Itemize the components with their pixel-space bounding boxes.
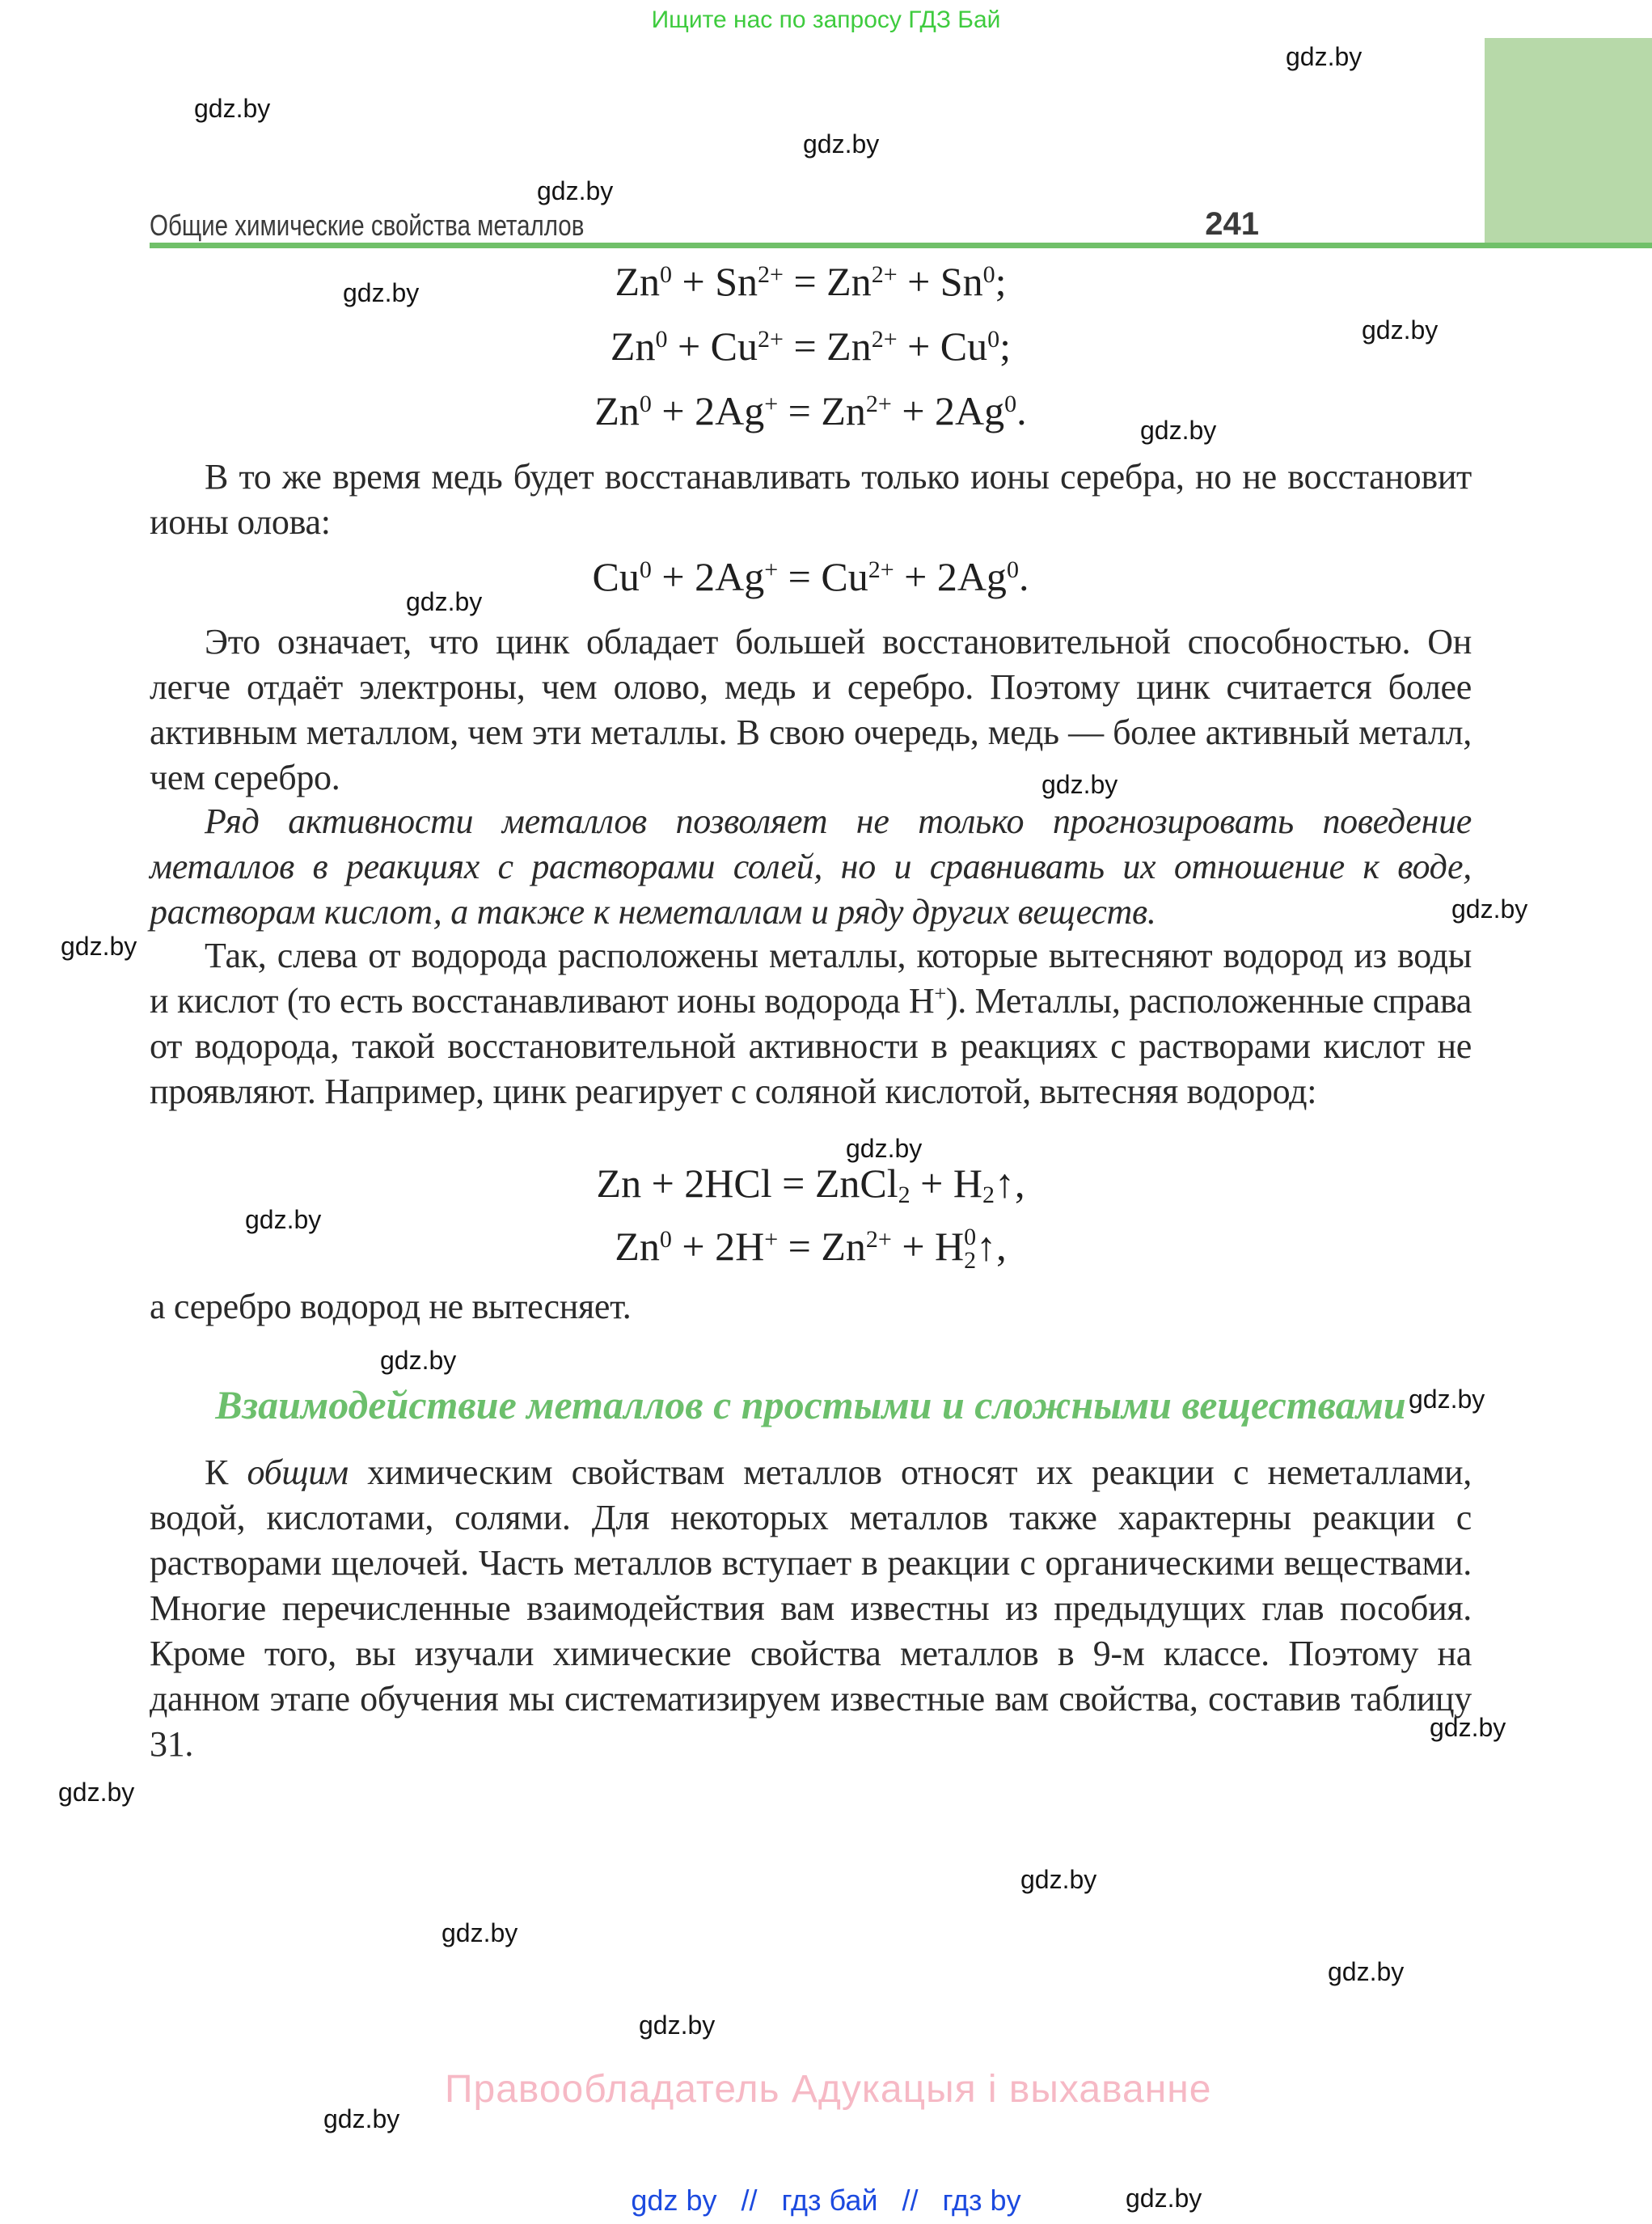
site-watermark: gdz.by: [639, 2010, 716, 2040]
paragraph-copper-intro: В то же время медь будет восстанавливать только ионы серебра, но не восстановит ионы олова:: [150, 457, 1472, 542]
equation-zn-hcl: Zn + 2HCl = ZnCl$_2$ + $H_2↑$,: [596, 1161, 1025, 1208]
copyright-line: Правообладатель Адукацыя і выхаванне: [445, 2068, 1212, 2111]
equation-zn-h-ionic: $Zn^0 + 2H^+ = Zn^{2+} + H$ 0 2 ↑,: [615, 1224, 1007, 1274]
footer-links: [0, 2184, 1652, 2218]
site-watermark: gdz.by: [1126, 2184, 1202, 2213]
site-watermark: gdz.by: [1140, 416, 1217, 445]
section-heading: Взаимодействие металлов с простыми и сложными веществами: [215, 1382, 1406, 1427]
footer-link-gdz-by[interactable]: gdz by: [631, 2184, 717, 2217]
site-watermark: gdz.by: [1430, 1713, 1506, 1742]
site-watermark: gdz.by: [1409, 1385, 1485, 1414]
site-watermark: gdz.by: [1362, 315, 1439, 345]
equation-zn-sn: $Zn^0 + Sn^{2+} = Zn^{2+} + Sn^0$;: [615, 259, 1007, 304]
site-watermark: gdz.by: [58, 1778, 135, 1807]
site-watermark: gdz.by: [245, 1205, 322, 1234]
site-watermark: gdz.by: [343, 278, 420, 307]
site-watermark: gdz.by: [406, 587, 483, 616]
footer-links-separator: //: [902, 2184, 919, 2217]
site-watermark: gdz.by: [1020, 1865, 1097, 1894]
site-watermark: gdz.by: [442, 1918, 518, 1947]
footer-link-gdz-by-2[interactable]: гдз by: [942, 2184, 1021, 2217]
site-watermark: gdz.by: [1286, 42, 1363, 71]
site-watermark: gdz.by: [1328, 1957, 1405, 1986]
site-watermark: gdz.by: [194, 94, 271, 123]
page-corner-decoration: [1485, 38, 1652, 243]
page-number: 241: [1205, 206, 1259, 242]
site-watermark: gdz.by: [803, 129, 880, 159]
site-watermark: gdz.by: [323, 2104, 400, 2133]
site-watermark: gdz.by: [537, 176, 614, 205]
running-header-title: Общие химические свойства металлов: [150, 209, 585, 242]
site-watermark: gdz.by: [380, 1346, 457, 1375]
paragraph-zinc-activity: Это означает, что цинк обладает большей восстановительной способностью. Он легче отдаёт электроны, чем олово, медь и серебро. Поэтому цинк считается более активным металлом, чем эти металлы. В свою очередь, медь — более активный металл, чем серебро.: [150, 622, 1472, 797]
paragraph-silver: а серебро водород не вытесняет.: [150, 1287, 632, 1326]
equation-zn-cu: $Zn^0 + Cu^{2+} = Zn^{2+} + Cu^0$;: [610, 323, 1012, 369]
paragraph-hydrogen-displacement: Так, слева от водорода расположены металлы, которые вытесняют водород из воды и кислот (то есть восстанавливают ионы водорода H+). Металлы, расположенные справа от водорода, такой восстановительной активности в реакциях с растворами кислот не проявляют. Например, цинк реагирует с соляной кислотой, вытесняя водород:: [150, 936, 1472, 1111]
footer-links-separator: //: [741, 2184, 758, 2217]
paragraph-activity-series: Ряд активности металлов позволяет не только прогнозировать поведение металлов в реакциях с растворами солей, но и сравнивать их отношение к воде, растворам кислот, а также к неметаллам и ряду других веществ.: [150, 801, 1472, 932]
running-header: [150, 206, 1456, 243]
site-watermark: gdz.by: [61, 932, 137, 961]
footer-link-gdz-bai[interactable]: гдз бай: [781, 2184, 878, 2217]
promo-banner: Ищите нас по запросу ГДЗ Бай: [651, 6, 1001, 33]
site-watermark: gdz.by: [1451, 894, 1528, 924]
header-rule: [150, 243, 1652, 248]
site-watermark: gdz.by: [846, 1134, 923, 1163]
site-watermark: gdz.by: [1041, 770, 1118, 799]
paragraph-general-properties: К общим химическим свойствам металлов относят их реакции с неметаллами, водой, кислотами, солями. Для некоторых металлов также характерны реакции с растворами щелочей. Часть металлов вступает в реакции с органическими веществами. Многие перечисленные взаимодействия вам известны из предыдущих глав пособия. Кроме того, вы изучали химические свойства металлов в 9-м классе. Поэтому на данном этапе обучения мы систематизируем известные вам свойства, составив таблицу 31.: [150, 1452, 1472, 1764]
equation-zn-ag: $Zn^0 + 2Ag^+ = Zn^{2+} + 2Ag^0$.: [594, 388, 1027, 433]
equation-cu-ag: $Cu^0 + 2Ag^+ = Cu^{2+} + 2Ag^0$.: [592, 554, 1029, 599]
